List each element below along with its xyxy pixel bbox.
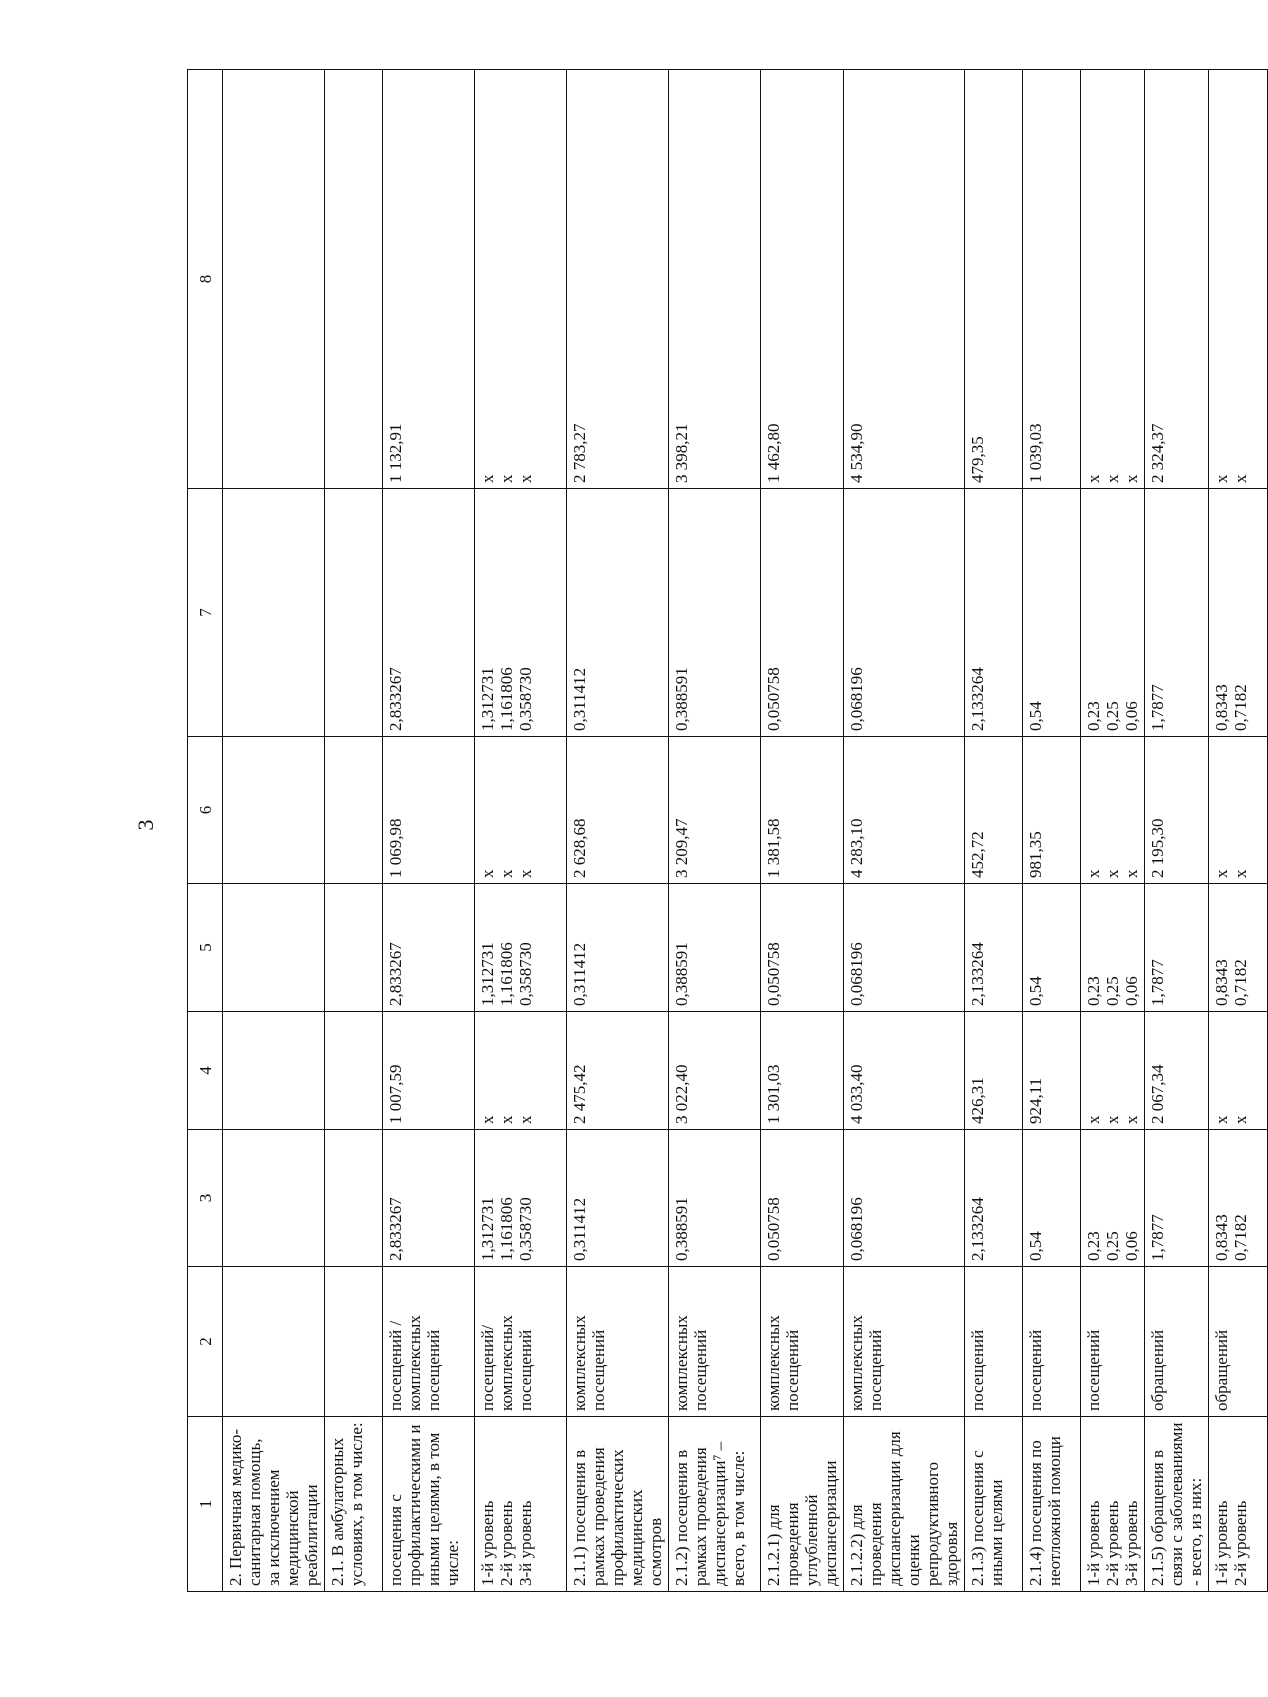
table-row [475, 70, 567, 1592]
value-cell-c7 [965, 489, 1023, 737]
value-line: 0,311412 [570, 1197, 589, 1261]
value-cell-c7 [325, 489, 383, 737]
table-row [567, 70, 669, 1592]
unit-cell [223, 1267, 325, 1417]
unit-cell: обращений [1209, 1267, 1268, 1417]
value-line: 0,388591 [672, 942, 691, 1006]
unit-cell: комплексных посещений [844, 1267, 965, 1417]
unit-cell: комплексных посещений [761, 1267, 844, 1417]
value-cell-c3 [844, 1130, 965, 1267]
table-row [325, 70, 383, 1592]
table-row [223, 70, 325, 1592]
value-cell-c8 [475, 70, 567, 489]
row-name-cell: 2.1.2) посещения в рамках проведения диспансеризации⁷ – всего, в том числе: [669, 1417, 761, 1592]
column-header: 3 [188, 1130, 223, 1267]
value-cell-c5 [965, 884, 1023, 1012]
table-row [844, 70, 965, 1592]
value-cell-c4 [223, 1012, 325, 1130]
column-header: 5 [188, 884, 223, 1012]
value-cell-c8 [761, 70, 844, 489]
table-row [669, 70, 761, 1592]
value-line: 0,7182 [1231, 959, 1250, 1006]
value-line: 0,050758 [764, 1197, 783, 1261]
value-line: 2 324,37 [1148, 423, 1167, 483]
value-line: 0,358730 [516, 667, 535, 731]
value-cell-c6 [1081, 737, 1145, 884]
value-cell-c5 [1145, 884, 1209, 1012]
value-cell-c8 [1145, 70, 1209, 489]
value-line: 2,833267 [386, 667, 405, 731]
value-cell-c6 [965, 737, 1023, 884]
value-line: 0,068196 [847, 942, 866, 1006]
value-cell-c4 [1145, 1012, 1209, 1130]
value-line: 1,312731 [478, 1197, 497, 1261]
value-line: 1,7877 [1148, 959, 1167, 1006]
value-line: 0,311412 [570, 942, 589, 1006]
value-line: х [516, 1115, 535, 1124]
value-cell-c7 [844, 489, 965, 737]
value-cell-c3 [1023, 1130, 1081, 1267]
value-line: 0,068196 [847, 1197, 866, 1261]
row-name-cell: 2.1. В амбулаторных условиях, в том числе: [325, 1417, 383, 1592]
value-cell-c6 [844, 737, 965, 884]
value-cell-c3 [761, 1130, 844, 1267]
value-line: 2,833267 [386, 942, 405, 1006]
table-row [383, 70, 475, 1592]
value-line: х [478, 1115, 497, 1124]
value-cell-c7 [1209, 489, 1268, 737]
value-line: 924,11 [1026, 1077, 1045, 1124]
value-line: 1 381,58 [764, 818, 783, 878]
value-line: х [497, 1115, 516, 1124]
value-line: 0,050758 [764, 667, 783, 731]
unit-cell: посещений / комплексных посещений [383, 1267, 475, 1417]
value-line: 0,068196 [847, 667, 866, 731]
value-cell-c7 [475, 489, 567, 737]
value-line: 3 022,40 [672, 1064, 691, 1124]
value-line: 0,311412 [570, 667, 589, 731]
value-line: х [1122, 869, 1141, 878]
value-cell-c8 [223, 70, 325, 489]
value-cell-c8 [1023, 70, 1081, 489]
value-line: 4 033,40 [847, 1064, 866, 1124]
value-cell-c5 [761, 884, 844, 1012]
value-line: 0,8343 [1212, 1214, 1231, 1261]
value-cell-c6 [223, 737, 325, 884]
value-cell-c8 [965, 70, 1023, 489]
value-line: 2,133264 [968, 667, 987, 731]
value-cell-c4 [1209, 1012, 1268, 1130]
value-cell-c8 [567, 70, 669, 489]
value-cell-c3 [383, 1130, 475, 1267]
value-line: 1,161806 [497, 942, 516, 1006]
value-cell-c3 [965, 1130, 1023, 1267]
row-name-cell: 2.1.4) посещения по неотложной помощи [1023, 1417, 1081, 1592]
value-line: 0,25 [1103, 1231, 1122, 1261]
value-cell-c3 [325, 1130, 383, 1267]
value-line: х [1212, 869, 1231, 878]
value-cell-c5 [475, 884, 567, 1012]
value-cell-c3 [1081, 1130, 1145, 1267]
value-line: 0,050758 [764, 942, 783, 1006]
page-number: 3 [133, 819, 158, 831]
value-line: 1 132,91 [386, 423, 405, 483]
value-cell-c4 [383, 1012, 475, 1130]
value-line: х [1122, 1115, 1141, 1124]
value-line: 2,833267 [386, 1197, 405, 1261]
value-line: 0,7182 [1231, 1214, 1250, 1261]
value-line: х [1231, 474, 1250, 483]
value-line: х [1103, 1115, 1122, 1124]
value-cell-c7 [223, 489, 325, 737]
unit-cell: комплексных посещений [567, 1267, 669, 1417]
value-line: 1,7877 [1148, 684, 1167, 731]
value-line: 1 462,80 [764, 423, 783, 483]
value-line: 3 209,47 [672, 818, 691, 878]
row-name-cell: 1-й уровень 2-й уровень 3-й уровень [1081, 1417, 1145, 1592]
value-cell-c3 [1145, 1130, 1209, 1267]
value-cell-c4 [567, 1012, 669, 1130]
value-cell-c4 [325, 1012, 383, 1130]
value-cell-c5 [1023, 884, 1081, 1012]
value-cell-c5 [1081, 884, 1145, 1012]
value-line: 0,25 [1103, 976, 1122, 1006]
value-line: 0,23 [1084, 701, 1103, 731]
value-line: 0,23 [1084, 1231, 1103, 1261]
value-line: 0,388591 [672, 1197, 691, 1261]
value-cell-c4 [761, 1012, 844, 1130]
value-line: х [478, 869, 497, 878]
value-line: 2 195,30 [1148, 818, 1167, 878]
value-line: х [1231, 869, 1250, 878]
value-cell-c5 [567, 884, 669, 1012]
row-name-cell: 2. Первичная медико-санитарная помощь, за исключением медицинской реабилитации [223, 1417, 325, 1592]
value-line: 0,54 [1026, 1231, 1045, 1261]
row-name-cell: 2.1.2.2) для проведения диспансеризации для оценки репродуктивного здоровья [844, 1417, 965, 1592]
value-cell-c8 [1209, 70, 1268, 489]
data-table [187, 69, 1268, 1592]
unit-cell [325, 1267, 383, 1417]
value-cell-c5 [223, 884, 325, 1012]
value-cell-c6 [1209, 737, 1268, 884]
value-cell-c7 [669, 489, 761, 737]
value-line: 2 783,27 [570, 423, 589, 483]
value-cell-c4 [965, 1012, 1023, 1130]
column-header: 4 [188, 1012, 223, 1130]
value-line: х [1122, 474, 1141, 483]
value-cell-c8 [325, 70, 383, 489]
value-line: 0,8343 [1212, 959, 1231, 1006]
row-name-cell: 2.1.5) обращения в связи с заболеваниями - всего, из них: [1145, 1417, 1209, 1592]
value-cell-c8 [1081, 70, 1145, 489]
table-row [965, 70, 1023, 1592]
column-header: 8 [188, 70, 223, 489]
value-line: 1,312731 [478, 667, 497, 731]
value-cell-c6 [567, 737, 669, 884]
unit-cell: посещений [1023, 1267, 1081, 1417]
column-header: 6 [188, 737, 223, 884]
value-cell-c5 [844, 884, 965, 1012]
unit-cell: посещений/ комплексных посещений [475, 1267, 567, 1417]
value-cell-c6 [1023, 737, 1081, 884]
value-cell-c3 [223, 1130, 325, 1267]
column-header: 2 [188, 1267, 223, 1417]
value-cell-c7 [1081, 489, 1145, 737]
table-row [1145, 70, 1209, 1592]
value-cell-c5 [1209, 884, 1268, 1012]
value-line: 1 007,59 [386, 1064, 405, 1124]
value-line: 2 475,42 [570, 1064, 589, 1124]
value-cell-c4 [1081, 1012, 1145, 1130]
value-line: х [497, 474, 516, 483]
table-row [761, 70, 844, 1592]
value-line: 1 069,98 [386, 818, 405, 878]
value-cell-c4 [1023, 1012, 1081, 1130]
value-line: х [1103, 869, 1122, 878]
value-line: 479,35 [968, 436, 987, 483]
value-line: 0,8343 [1212, 684, 1231, 731]
unit-cell: комплексных посещений [669, 1267, 761, 1417]
table-body [223, 70, 1268, 1592]
value-line: 1,7877 [1148, 1214, 1167, 1261]
value-line: 0,06 [1122, 701, 1141, 731]
value-cell-c6 [669, 737, 761, 884]
value-line: х [1084, 474, 1103, 483]
value-cell-c7 [761, 489, 844, 737]
value-cell-c4 [475, 1012, 567, 1130]
value-cell-c5 [325, 884, 383, 1012]
row-name-cell: 2.1.1) посещения в рамках проведения профилактических медицинских осмотров [567, 1417, 669, 1592]
value-line: 4 283,10 [847, 818, 866, 878]
value-cell-c6 [1145, 737, 1209, 884]
value-line: 2,133264 [968, 942, 987, 1006]
value-cell-c3 [669, 1130, 761, 1267]
value-line: х [1212, 474, 1231, 483]
value-cell-c8 [383, 70, 475, 489]
value-line: х [1084, 869, 1103, 878]
row-name-cell: 1-й уровень 2-й уровень 3-й уровень [475, 1417, 567, 1592]
value-cell-c7 [567, 489, 669, 737]
value-line: 1 039,03 [1026, 423, 1045, 483]
value-cell-c8 [669, 70, 761, 489]
value-line: х [1231, 1115, 1250, 1124]
value-line: х [1212, 1115, 1231, 1124]
value-line: 0,388591 [672, 667, 691, 731]
value-cell-c4 [844, 1012, 965, 1130]
row-name-cell: 1-й уровень 2-й уровень [1209, 1417, 1268, 1592]
unit-cell: посещений [1081, 1267, 1145, 1417]
column-header: 1 [188, 1417, 223, 1592]
value-cell-c7 [1023, 489, 1081, 737]
value-line: 4 534,90 [847, 423, 866, 483]
value-line: 0,7182 [1231, 684, 1250, 731]
value-line: 426,31 [968, 1077, 987, 1124]
value-cell-c8 [844, 70, 965, 489]
value-line: 0,25 [1103, 701, 1122, 731]
value-line: 2 628,68 [570, 818, 589, 878]
value-line: 981,35 [1026, 831, 1045, 878]
value-line: 0,54 [1026, 701, 1045, 731]
value-cell-c5 [383, 884, 475, 1012]
table-header-row [188, 70, 223, 1592]
table-row [1023, 70, 1081, 1592]
value-line: х [497, 869, 516, 878]
value-line: 2,133264 [968, 1197, 987, 1261]
row-name-cell: посещения с профилактическими и иными целями, в том числе: [383, 1417, 475, 1592]
value-cell-c6 [761, 737, 844, 884]
value-line: х [478, 474, 497, 483]
value-line: 0,358730 [516, 942, 535, 1006]
value-cell-c6 [325, 737, 383, 884]
value-line: 3 398,21 [672, 423, 691, 483]
value-cell-c5 [669, 884, 761, 1012]
value-line: 2 067,34 [1148, 1064, 1167, 1124]
value-line: х [1084, 1115, 1103, 1124]
value-cell-c6 [475, 737, 567, 884]
value-line: 0,06 [1122, 1231, 1141, 1261]
value-line: 1,161806 [497, 1197, 516, 1261]
value-line: 0,54 [1026, 976, 1045, 1006]
value-cell-c7 [1145, 489, 1209, 737]
value-line: х [516, 869, 535, 878]
value-line: х [516, 474, 535, 483]
value-line: х [1103, 474, 1122, 483]
table-row [1209, 70, 1268, 1592]
value-line: 1,161806 [497, 667, 516, 731]
value-line: 452,72 [968, 831, 987, 878]
value-cell-c4 [669, 1012, 761, 1130]
value-cell-c3 [1209, 1130, 1268, 1267]
unit-cell: обращений [1145, 1267, 1209, 1417]
value-line: 1,312731 [478, 942, 497, 1006]
value-line: 0,358730 [516, 1197, 535, 1261]
unit-cell: посещений [965, 1267, 1023, 1417]
rotated-table-container [187, 70, 1250, 1592]
value-line: 0,06 [1122, 976, 1141, 1006]
table-row [1081, 70, 1145, 1592]
value-line: 1 301,03 [764, 1064, 783, 1124]
value-cell-c6 [383, 737, 475, 884]
value-cell-c7 [383, 489, 475, 737]
value-cell-c3 [567, 1130, 669, 1267]
row-name-cell: 2.1.2.1) для проведения углубленной диспансеризации [761, 1417, 844, 1592]
column-header: 7 [188, 489, 223, 737]
row-name-cell: 2.1.3) посещения с иными целями [965, 1417, 1023, 1592]
value-cell-c3 [475, 1130, 567, 1267]
value-line: 0,23 [1084, 976, 1103, 1006]
